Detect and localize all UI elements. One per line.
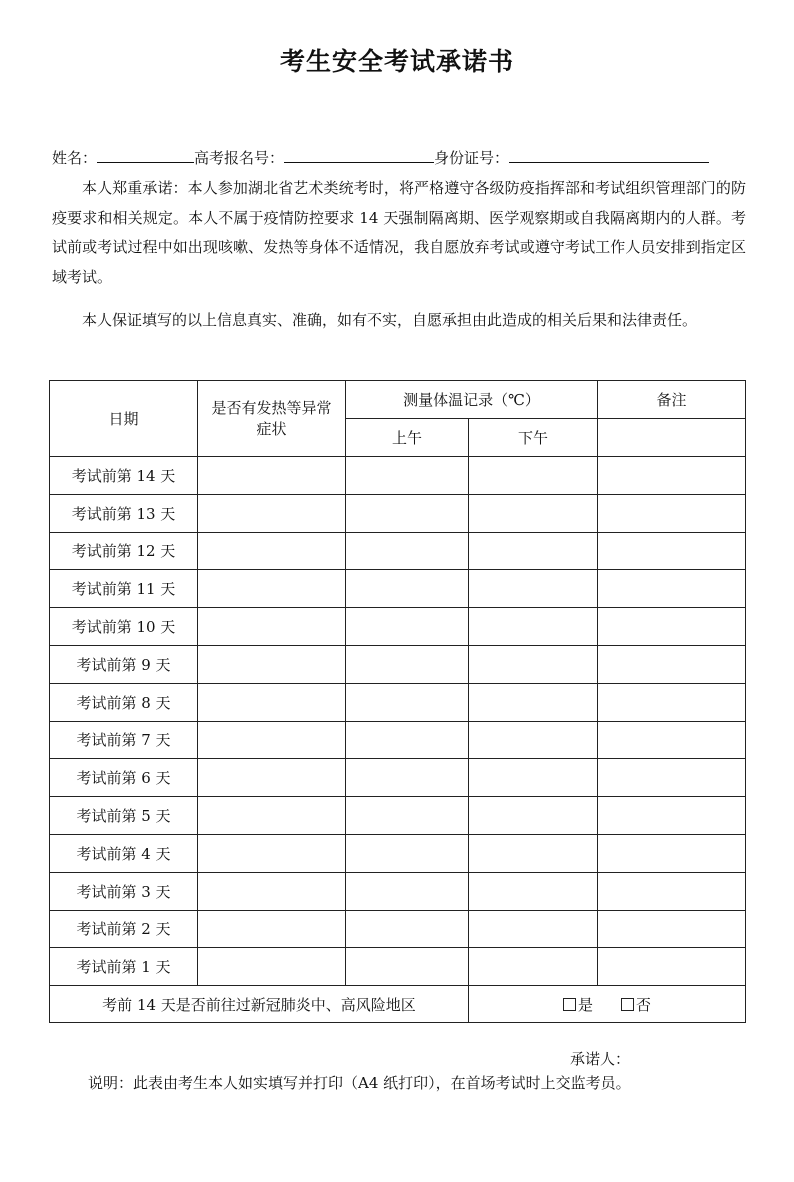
day-label: 考试前第 9 天 <box>50 645 198 683</box>
day-label: 考试前第 3 天 <box>50 872 198 910</box>
remark-cell[interactable] <box>598 759 746 797</box>
table-row <box>50 683 746 721</box>
day-label: 考试前第 8 天 <box>50 683 198 721</box>
morning-temp-cell[interactable] <box>346 872 469 910</box>
remark-cell[interactable] <box>598 910 746 948</box>
morning-temp-cell[interactable] <box>346 570 469 608</box>
symptom-cell[interactable] <box>198 532 346 570</box>
table-row <box>50 494 746 532</box>
header-morning: 上午 <box>346 419 469 457</box>
table-row <box>50 910 746 948</box>
morning-temp-cell[interactable] <box>346 645 469 683</box>
table-row <box>50 759 746 797</box>
day-label: 考试前第 7 天 <box>50 721 198 759</box>
remark-cell[interactable] <box>598 570 746 608</box>
pledge-paragraph-1: 本人郑重承诺：本人参加湖北省艺术类统考时，将严格遵守各级防疫指挥部和考试组织管理部门的防疫要求和相关规定。本人不属于疫情防控要求 14 天强制隔离期、医学观察期或自我隔离期内的人群。考试前或考试过程中如出现咳嗽、发热等身体不适情况，我自愿放弃考试或遵守考试工作人员安排到指定区域考试。 <box>52 179 746 286</box>
remark-cell[interactable] <box>598 721 746 759</box>
table-row <box>50 457 746 495</box>
symptom-cell[interactable] <box>198 872 346 910</box>
table-row <box>50 721 746 759</box>
symptom-cell[interactable] <box>198 683 346 721</box>
morning-temp-cell[interactable] <box>346 759 469 797</box>
info-fields <box>52 146 752 168</box>
remark-cell[interactable] <box>598 948 746 986</box>
day-label: 考试前第 5 天 <box>50 797 198 835</box>
symptom-cell[interactable] <box>198 834 346 872</box>
health-record-table <box>49 380 746 1023</box>
id-label: 身份证号： <box>434 149 510 167</box>
day-label: 考试前第 12 天 <box>50 532 198 570</box>
day-label: 考试前第 13 天 <box>50 494 198 532</box>
day-label: 考试前第 6 天 <box>50 759 198 797</box>
name-label: 姓名： <box>52 149 98 167</box>
id-number-field[interactable] <box>509 146 709 163</box>
symptom-cell[interactable] <box>198 721 346 759</box>
risk-question: 考前 14 天是否前往过新冠肺炎中、高风险地区 <box>50 986 469 1023</box>
yes-checkbox[interactable] <box>563 998 576 1011</box>
header-afternoon: 下午 <box>469 419 598 457</box>
day-label: 考试前第 4 天 <box>50 834 198 872</box>
morning-temp-cell[interactable] <box>346 683 469 721</box>
day-label: 考试前第 11 天 <box>50 570 198 608</box>
exam-no-field[interactable] <box>284 146 434 163</box>
header-symptom: 是否有发热等异常症状 <box>198 381 346 457</box>
afternoon-temp-cell[interactable] <box>469 797 598 835</box>
morning-temp-cell[interactable] <box>346 948 469 986</box>
afternoon-temp-cell[interactable] <box>469 872 598 910</box>
symptom-cell[interactable] <box>198 608 346 646</box>
afternoon-temp-cell[interactable] <box>469 683 598 721</box>
afternoon-temp-cell[interactable] <box>469 532 598 570</box>
remark-cell[interactable] <box>598 457 746 495</box>
yes-label: 是 <box>577 995 593 1014</box>
exam-no-label: 高考报名号： <box>194 149 285 167</box>
symptom-cell[interactable] <box>198 570 346 608</box>
morning-temp-cell[interactable] <box>346 457 469 495</box>
table-row <box>50 872 746 910</box>
symptom-cell[interactable] <box>198 910 346 948</box>
table-row <box>50 948 746 986</box>
day-label: 考试前第 14 天 <box>50 457 198 495</box>
table-row <box>50 645 746 683</box>
remark-cell[interactable] <box>598 494 746 532</box>
afternoon-temp-cell[interactable] <box>469 645 598 683</box>
afternoon-temp-cell[interactable] <box>469 834 598 872</box>
remark-cell[interactable] <box>598 834 746 872</box>
remark-cell[interactable] <box>598 645 746 683</box>
remark-cell[interactable] <box>598 872 746 910</box>
remark-cell[interactable] <box>598 608 746 646</box>
page-title: 考生安全考试承诺书 <box>279 47 514 76</box>
risk-area-row <box>50 986 746 1023</box>
remark-cell[interactable] <box>598 797 746 835</box>
signer-label: 承诺人： <box>570 1050 631 1068</box>
remark-cell[interactable] <box>598 683 746 721</box>
morning-temp-cell[interactable] <box>346 494 469 532</box>
table-row <box>50 570 746 608</box>
name-field[interactable] <box>97 146 194 163</box>
table-row <box>50 608 746 646</box>
no-label: 否 <box>636 995 652 1014</box>
morning-temp-cell[interactable] <box>346 797 469 835</box>
afternoon-temp-cell[interactable] <box>469 721 598 759</box>
symptom-cell[interactable] <box>198 494 346 532</box>
table-row <box>50 797 746 835</box>
morning-temp-cell[interactable] <box>346 532 469 570</box>
header-remark-blank <box>598 419 746 457</box>
afternoon-temp-cell[interactable] <box>469 457 598 495</box>
symptom-cell[interactable] <box>198 645 346 683</box>
morning-temp-cell[interactable] <box>346 910 469 948</box>
table-row <box>50 532 746 570</box>
symptom-cell[interactable] <box>198 457 346 495</box>
remark-cell[interactable] <box>598 532 746 570</box>
morning-temp-cell[interactable] <box>346 834 469 872</box>
symptom-cell[interactable] <box>198 759 346 797</box>
afternoon-temp-cell[interactable] <box>469 608 598 646</box>
instruction-note: 说明：此表由考生本人如实填写并打印（A4 纸打印），在首场考试时上交监考员。 <box>88 1074 631 1092</box>
afternoon-temp-cell[interactable] <box>469 494 598 532</box>
morning-temp-cell[interactable] <box>346 608 469 646</box>
afternoon-temp-cell[interactable] <box>469 759 598 797</box>
afternoon-temp-cell[interactable] <box>469 948 598 986</box>
pledge-paragraph-2: 本人保证填写的以上信息真实、准确，如有不实，自愿承担由此造成的相关后果和法律责任。 <box>82 311 698 329</box>
header-remark: 备注 <box>598 381 746 419</box>
afternoon-temp-cell[interactable] <box>469 910 598 948</box>
no-checkbox[interactable] <box>621 998 634 1011</box>
day-label: 考试前第 2 天 <box>50 910 198 948</box>
header-date: 日期 <box>50 381 198 457</box>
symptom-cell[interactable] <box>198 948 346 986</box>
day-label: 考试前第 1 天 <box>50 948 198 986</box>
header-temperature: 测量体温记录（℃） <box>346 381 598 419</box>
morning-temp-cell[interactable] <box>346 721 469 759</box>
risk-answer <box>469 986 746 1023</box>
table-row <box>50 834 746 872</box>
symptom-cell[interactable] <box>198 797 346 835</box>
day-label: 考试前第 10 天 <box>50 608 198 646</box>
afternoon-temp-cell[interactable] <box>469 570 598 608</box>
